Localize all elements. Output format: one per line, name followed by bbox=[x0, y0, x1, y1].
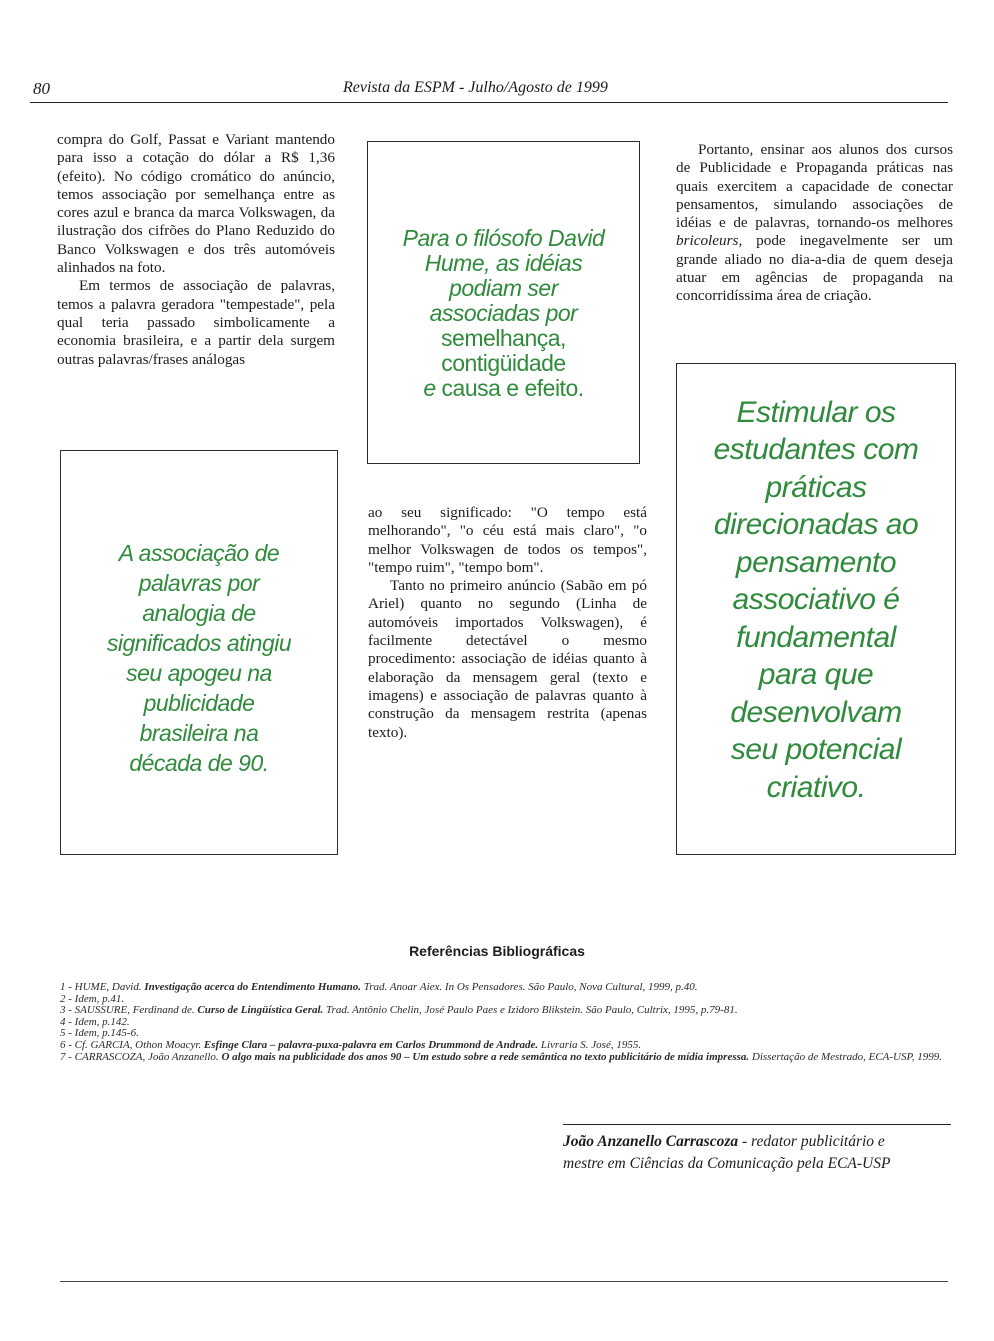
pullquote-line: fundamental bbox=[736, 620, 896, 654]
author-name: João Anzanello Carrascoza bbox=[563, 1133, 739, 1150]
pullquote-line: Hume, as idéias bbox=[424, 250, 583, 276]
pullquote-line: contigüidade bbox=[441, 350, 566, 376]
pullquote-line: criativo. bbox=[766, 770, 866, 804]
footer-rule bbox=[60, 1281, 948, 1282]
pullquote-associacao-box bbox=[60, 450, 338, 855]
reference-item bbox=[60, 1005, 955, 1017]
pullquote-estimular bbox=[714, 394, 919, 807]
pullquote-line: A associação de bbox=[118, 539, 280, 566]
ref-title: Investigação acerca do Entendimento Humano. bbox=[144, 981, 361, 993]
pullquote-line: pensamento bbox=[735, 545, 897, 579]
left-paragraph-1: compra do Golf, Passat e Variant mantendo para isso a cotação do dólar a R$ 1,36 (efeito). No código cromático do anúncio, temos associação por semelhança entre as cores azul e branca da marca Volkswagen, da ilustração dos cifrões do Plano Reduzido do Banco Volkswagen e dos três automóveis alinhados na foto. bbox=[57, 131, 335, 277]
pullquote-line: associadas por bbox=[429, 300, 578, 326]
pullquote-line: associativo é bbox=[732, 583, 900, 617]
middle-column bbox=[368, 504, 647, 742]
reference-item bbox=[60, 1052, 955, 1064]
author-line-1 bbox=[563, 1131, 953, 1153]
pullquote-line: práticas bbox=[765, 470, 867, 504]
pullquote-estimular-box bbox=[676, 363, 956, 855]
author-line-2: mestre em Ciências da Comunicação pela ECA-USP bbox=[563, 1155, 891, 1172]
reference-item: 4 - Idem, p.142. bbox=[60, 1015, 130, 1028]
pullquote-line: década de 90. bbox=[129, 749, 269, 776]
ref-text: Trad. Antônio Chelin, José Paulo Paes e Izidoro Blikstein. São Paulo, Cultrix, 1995, p.79-81. bbox=[323, 1004, 738, 1017]
header-rule bbox=[30, 102, 948, 103]
ref-title: Curso de Lingüística Geral. bbox=[197, 1004, 324, 1017]
page-number: 80 bbox=[33, 79, 50, 98]
pullquote-line: brasileira na bbox=[139, 719, 259, 746]
author-block bbox=[563, 1131, 953, 1175]
ref-text: 3 - SAUSSURE, Ferdinand de. bbox=[60, 1004, 198, 1017]
ref-text: 6 - Cf. GARCIA, Othon Moacyr. bbox=[60, 1038, 204, 1051]
pullquote-line: seu potencial bbox=[730, 733, 902, 767]
ref-text: Dissertação de Mestrado, ECA-USP, 1999. bbox=[749, 1050, 943, 1063]
ref-text: 1 - HUME, David. bbox=[60, 981, 145, 993]
reference-item: 5 - Idem, p.145-6. bbox=[60, 1027, 139, 1040]
right-text-b: , pode inegavelmente ser um grande aliado no dia-a-dia de quem deseja atuar em agências de propaganda na concorridíssima área de criação. bbox=[676, 232, 953, 305]
left-column bbox=[57, 131, 335, 369]
pullquote-line: para que bbox=[758, 658, 874, 692]
journal-header: Revista da ESPM - Julho/Agosto de 1999 bbox=[343, 79, 608, 96]
pullquote-line: palavras por bbox=[138, 569, 260, 596]
middle-paragraph-1: ao seu significado: "O tempo está melhorando", "o céu está mais claro", "o melhor Volkswagen de todos os tempos", "tempo ruim", "tempo bom". bbox=[368, 504, 647, 576]
ref-text: Trad. Anoar Aiex. In Os Pensadores. São Paulo, Nova Cultural, 1999, p.40. bbox=[360, 981, 698, 993]
pullquote-line: publicidade bbox=[143, 689, 255, 716]
author-bio: - redator publicitário e bbox=[738, 1133, 885, 1150]
middle-paragraph-2: Tanto no primeiro anúncio (Sabão em pó Ariel) quanto no segundo (Linha de automóveis importados Volkswagen), é facilmente detectável o mesmo procedimento: associação de idéias quanto à elaboração da mensagem geral (texto e imagens) e associação de palavras quanto à construção da mensagem restrita (apenas texto). bbox=[368, 577, 647, 741]
author-rule bbox=[563, 1124, 951, 1125]
right-paragraph-1 bbox=[676, 141, 953, 306]
reference-item: 2 - Idem, p.41. bbox=[60, 992, 125, 1005]
pullquote-line: podiam ser bbox=[449, 275, 558, 301]
ref-text: Livraria S. José, 1955. bbox=[538, 1038, 642, 1051]
pullquote-line: direcionadas ao bbox=[713, 508, 919, 542]
pullquote-associacao bbox=[107, 538, 291, 778]
pullquote-hume-box bbox=[367, 141, 640, 464]
pullquote-line: analogia de bbox=[142, 599, 256, 626]
pullquote-hume bbox=[403, 226, 605, 401]
right-column bbox=[676, 141, 953, 306]
references-title: Referências Bibliográficas bbox=[409, 943, 585, 959]
ref-title: O algo mais na publicidade dos anos 90 – Um estudo sobre a rede semântica no texto publicitário de mídia impressa. bbox=[221, 1050, 750, 1063]
reference-item bbox=[60, 982, 955, 994]
right-text-a: Portanto, ensinar aos alunos dos cursos de Publicidade e Propaganda práticas nas quais exercitem a capacidade de conectar pensamentos, simulando associações de idéias e de palavras, tornando-os melhores bbox=[676, 141, 953, 232]
right-text-em: bricoleurs bbox=[676, 232, 739, 250]
pullquote-word: causa e efeito. bbox=[435, 375, 584, 401]
references-list bbox=[60, 982, 955, 1063]
pullquote-line: significados atingiu bbox=[106, 629, 292, 656]
left-paragraph-2: Em termos de associação de palavras, temos a palavra geradora "tempestade", pela qual teria passado simbolicamente a economia brasileira, e a partir dela surgem outras palavras/frases análogas bbox=[57, 277, 335, 368]
pullquote-line: Estimular os bbox=[736, 395, 896, 429]
pullquote-line: Para o filósofo David bbox=[402, 225, 605, 251]
pullquote-line: desenvolvam bbox=[730, 695, 902, 729]
pullquote-line: seu apogeu na bbox=[126, 659, 272, 686]
pullquote-word: e bbox=[423, 375, 436, 401]
ref-title: Esfinge Clara – palavra-puxa-palavra em Carlos Drummond de Andrade. bbox=[203, 1038, 539, 1051]
ref-text: 7 - CARRASCOZA, João Anzanello. bbox=[60, 1050, 222, 1063]
pullquote-line: semelhança, bbox=[441, 325, 566, 351]
pullquote-line bbox=[403, 376, 605, 401]
pullquote-line: estudantes com bbox=[713, 433, 919, 467]
